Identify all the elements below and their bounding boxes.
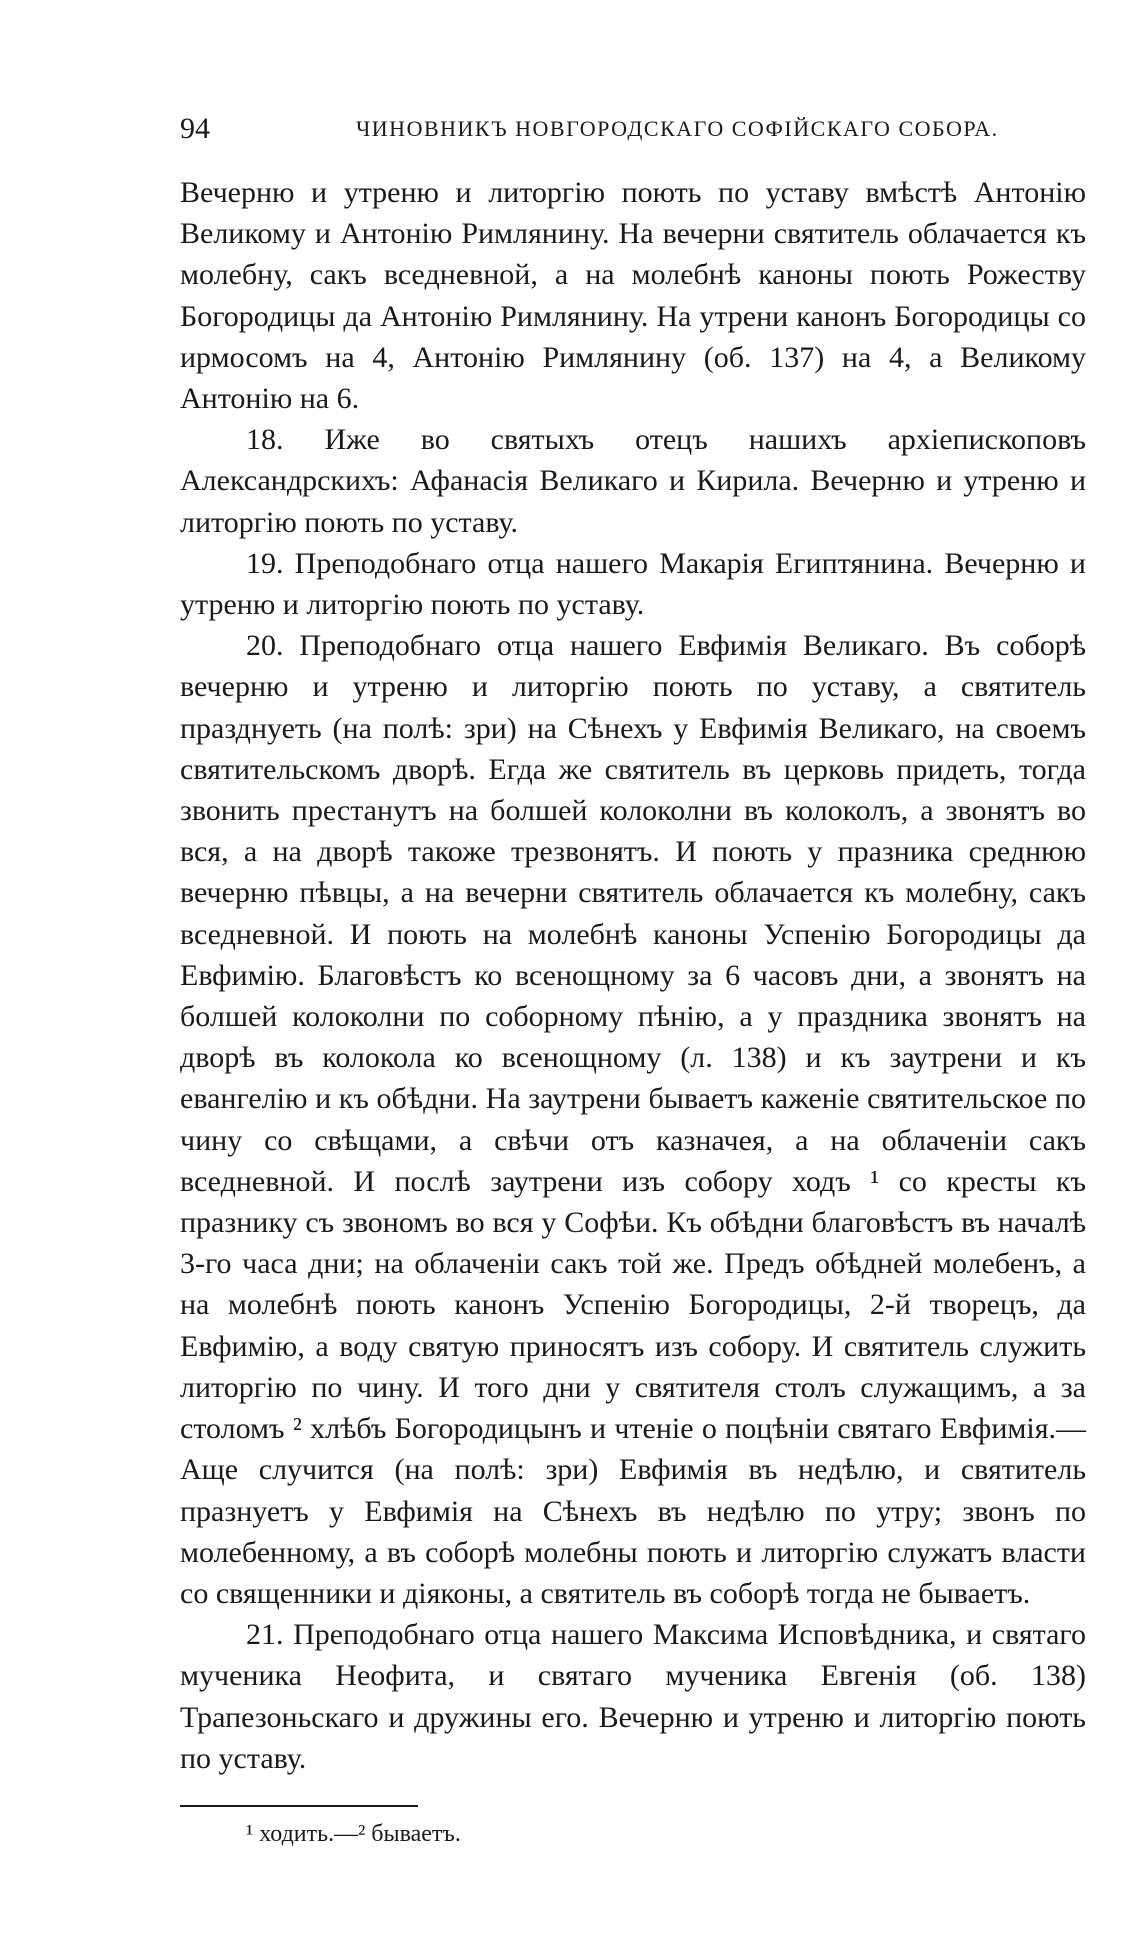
body-text xyxy=(180,172,1086,1779)
paragraph-21: 21. Преподобнаго отца нашего Максима Исповѣдника, и святаго мученика Неофита, и святаго мученика Евгенія (об. 138) Трапезоньскаго и дружины его. Вечерню и утреню и литоргію поють по уставу. xyxy=(180,1618,1086,1775)
running-title: ЧИНОВНИКЪ НОВГОРОДСКАГО СОФІЙСКАГО СОБОРА. xyxy=(356,116,999,141)
book-page xyxy=(180,112,1086,1851)
footnotes: ¹ ходить.—² бываетъ. xyxy=(246,1820,461,1847)
footnote-divider xyxy=(180,1805,418,1807)
paragraph-19: 19. Преподобнаго отца нашего Макарія Египтянина. Вечерню и утреню и литоргію поють по уставу. xyxy=(180,546,1086,622)
paragraph-20: 20. Преподобнаго отца нашего Евфимія Великаго. Въ соборѣ вечерню и утреню и литоргію поють по уставу, а святитель празднуеть (на полѣ: зри) на Сѣнехъ у Евфимія Великаго, на своемъ святительскомъ дворѣ. Егда же святитель въ церковь придеть, тогда звонить престанутъ на болшей колоколни въ колоколъ, а звонятъ во вся, а на дворѣ такоже трезвонятъ. И поють у празника среднюю вечерню пѣвцы, а на вечерни святитель облачается къ молебну, сакъ вседневной. И поють на молебнѣ каноны Успенію Богородицы да Евфимію. Благовѣстъ ко всенощному за 6 часовъ дни, а звонятъ на болшей колоколни по соборному пѣнію, а у праздника звонятъ на дворѣ въ колокола ко всенощному (л. 138) и къ заутрени и къ евангелію и къ обѣдни. На заутрени бываетъ каженіе святительское по чину со свѣщами, а свѣчи отъ казначея, а на облаченіи сакъ вседневной. И послѣ заутрени изъ собору ходъ ¹ со кресты къ празнику съ звономъ во вся у Софѣи. Къ обѣдни благовѣстъ въ началѣ 3-го часа дни; на облаченіи сакъ той же. Предъ обѣдней молебенъ, а на молебнѣ поють канонъ Успенію Богородицы, 2-й творецъ, да Евфимію, а воду святую приносятъ изъ собору. И святитель служить литоргію по чину. И того дни у святителя столъ служащимъ, а за столомъ ² хлѣбъ Богородицынъ и чтеніе о поцѣніи святаго Евфимія.—Аще случится (на полѣ: зри) Евфимія въ недѣлю, и святитель празнуетъ у Евфимія на Сѣнехъ въ недѣлю по утру; звонъ по молебенному, а въ соборѣ молебны поють и литоргію служатъ власти со священники и діяконы, а святитель въ соборѣ тогда не бываетъ. xyxy=(180,629,1086,1610)
page-number: 94 xyxy=(180,112,210,145)
paragraph-continuation: Вечерню и утреню и литоргію поють по уставу вмѣстѣ Антонію Великому и Антонію Римлянину. На вечерни святитель облачается къ молебну, сакъ вседневной, а на молебнѣ каноны поють Рожеству Богородицы да Антонію Римлянину. На утрени канонъ Богородицы со ирмосомъ на 4, Антонію Римлянину (об. 137) на 4, а Великому Антонію на 6. xyxy=(180,176,1086,416)
paragraph-18: 18. Иже во святыхъ отецъ нашихъ архіепископовъ Александрскихъ: Афанасія Великаго и Кирила. Вечерню и утреню и литоргію поють по уставу. xyxy=(180,423,1086,539)
running-head xyxy=(180,112,1086,156)
